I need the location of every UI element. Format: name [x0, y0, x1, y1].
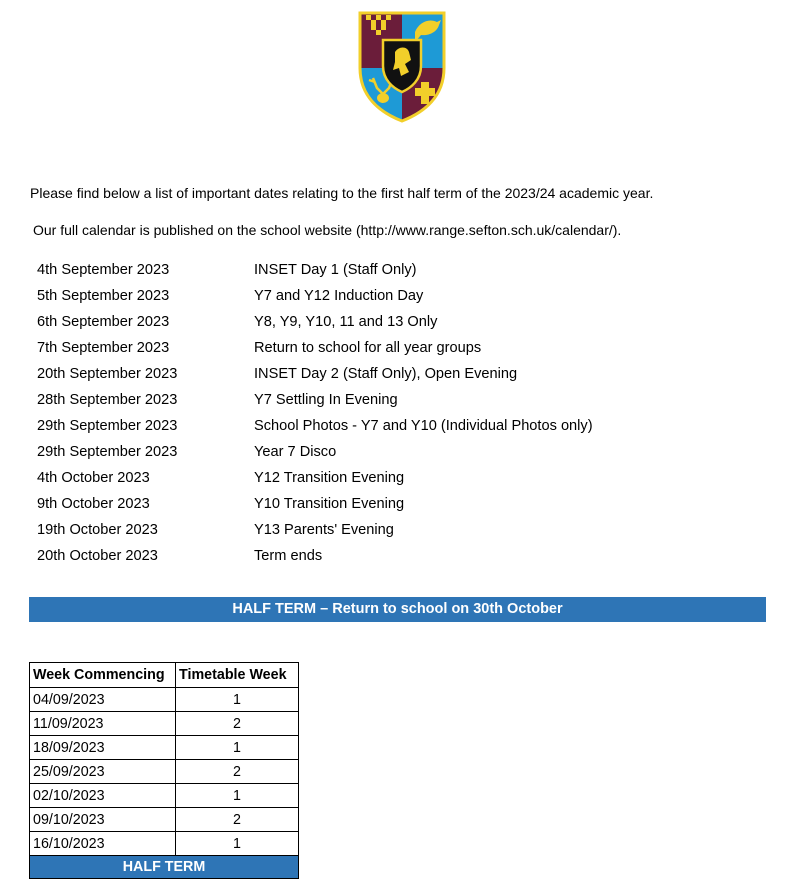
date: 19th October 2023 — [37, 522, 158, 538]
event: Year 7 Disco — [254, 444, 337, 460]
table-header-row — [30, 663, 299, 688]
week-cell: 16/10/2023 — [30, 832, 176, 856]
intro-text: Please find below a list of important dates relating to the first half term of the 2023/24 academic year. — [30, 185, 654, 201]
table-footer-row — [30, 856, 299, 879]
table-row — [30, 688, 299, 712]
timetable-week-table — [29, 662, 299, 879]
week-cell: 04/09/2023 — [30, 688, 176, 712]
date: 20th September 2023 — [37, 366, 178, 382]
event: School Photos - Y7 and Y10 (Individual Photos only) — [254, 418, 593, 434]
timetable-week-cell: 2 — [176, 712, 299, 736]
calendar-link-text: Our full calendar is published on the school website (http://www.range.sefton.sch.uk/calendar/). — [33, 222, 622, 238]
date: 5th September 2023 — [37, 288, 170, 304]
half-term-banner: HALF TERM – Return to school on 30th October — [29, 597, 766, 622]
event: Y7 and Y12 Induction Day — [254, 288, 424, 304]
week-cell: 18/09/2023 — [30, 736, 176, 760]
column-header-timetable-week: Timetable Week — [176, 663, 299, 688]
column-header-week-commencing: Week Commencing — [30, 663, 176, 688]
week-cell: 02/10/2023 — [30, 784, 176, 808]
date: 28th September 2023 — [37, 392, 178, 408]
week-cell: 11/09/2023 — [30, 712, 176, 736]
event: Y10 Transition Evening — [254, 496, 405, 512]
event: Y12 Transition Evening — [254, 470, 405, 486]
timetable-week-cell: 1 — [176, 736, 299, 760]
event: INSET Day 1 (Staff Only) — [254, 262, 417, 278]
date: 9th October 2023 — [37, 496, 150, 512]
table-row — [30, 808, 299, 832]
timetable-week-cell: 2 — [176, 808, 299, 832]
date: 29th September 2023 — [37, 418, 178, 434]
table-row — [30, 784, 299, 808]
date: 20th October 2023 — [37, 548, 158, 564]
timetable-week-cell: 1 — [176, 784, 299, 808]
week-cell: 09/10/2023 — [30, 808, 176, 832]
date: 29th September 2023 — [37, 444, 178, 460]
event: INSET Day 2 (Staff Only), Open Evening — [254, 366, 518, 382]
date: 4th October 2023 — [37, 470, 150, 486]
timetable-week-cell: 1 — [176, 832, 299, 856]
event: Return to school for all year groups — [254, 340, 482, 356]
event: Y8, Y9, Y10, 11 and 13 Only — [254, 314, 438, 330]
timetable-week-cell: 2 — [176, 760, 299, 784]
date: 6th September 2023 — [37, 314, 170, 330]
school-crest-icon — [355, 8, 449, 126]
date: 4th September 2023 — [37, 262, 170, 278]
half-term-footer: HALF TERM — [30, 856, 299, 879]
event: Term ends — [254, 548, 323, 564]
table-row — [30, 736, 299, 760]
date: 7th September 2023 — [37, 340, 170, 356]
table-row — [30, 712, 299, 736]
event: Y7 Settling In Evening — [254, 392, 398, 408]
event: Y13 Parents' Evening — [254, 522, 394, 538]
timetable-week-cell: 1 — [176, 688, 299, 712]
week-cell: 25/09/2023 — [30, 760, 176, 784]
table-row — [30, 832, 299, 856]
table-row — [30, 760, 299, 784]
